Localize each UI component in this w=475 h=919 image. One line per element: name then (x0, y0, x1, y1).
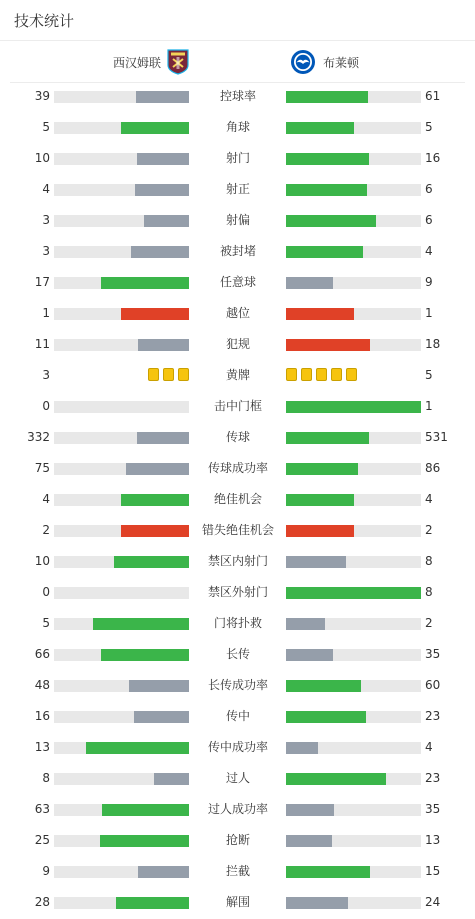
away-stat-bar-fill (286, 401, 421, 413)
home-stat-bar-fill (100, 835, 189, 847)
home-stat-value: 25 (34, 833, 50, 847)
away-stat-bar-fill (286, 773, 386, 785)
yellow-card-icon (286, 368, 297, 381)
yellow-card-icon (331, 368, 342, 381)
away-stat-value: 23 (425, 771, 441, 785)
away-stat-value: 8 (425, 585, 433, 599)
away-stat-bar (286, 587, 421, 599)
away-stat-value: 1 (425, 306, 433, 320)
away-team[interactable] (290, 41, 359, 83)
home-stat-bar (54, 215, 189, 227)
away-stat-value: 86 (425, 461, 441, 475)
away-stat-bar-fill (286, 246, 363, 258)
stat-label: 门将扑救 (213, 616, 262, 630)
away-stat-bar (286, 246, 421, 258)
home-stat-value: 332 (27, 430, 50, 444)
away-stat-bar (286, 277, 421, 289)
home-stat-bar-fill (116, 897, 189, 909)
stat-label: 长传 (225, 647, 250, 661)
home-stat-bar (54, 401, 189, 413)
home-stat-value: 9 (42, 864, 50, 878)
west-ham-crest-icon (165, 49, 191, 75)
away-stat-bar (286, 618, 421, 630)
stat-row (0, 298, 475, 329)
away-stat-bar (286, 122, 421, 134)
stat-label: 禁区外射门 (207, 585, 268, 599)
home-stat-bar (54, 556, 189, 568)
stat-label: 传中成功率 (207, 740, 268, 754)
away-stat-value: 15 (425, 864, 441, 878)
home-stat-bar-fill (86, 742, 189, 754)
home-stat-bar (54, 587, 189, 599)
away-stat-bar-fill (286, 463, 358, 475)
away-stat-bar-fill (286, 680, 361, 692)
yellow-card-icon (301, 368, 312, 381)
away-stat-bar-fill (286, 308, 354, 320)
home-stat-value: 4 (42, 182, 50, 196)
away-stat-bar-fill (286, 866, 370, 878)
away-stat-value: 2 (425, 523, 433, 537)
stat-row (0, 794, 475, 825)
home-stat-bar-fill (121, 494, 189, 506)
stat-label: 传球成功率 (207, 461, 268, 475)
away-team-name: 布莱顿 (323, 55, 360, 70)
brighton-crest-icon (290, 49, 316, 75)
home-stat-bar (54, 494, 189, 506)
stat-row (0, 329, 475, 360)
away-stat-bar (286, 494, 421, 506)
away-stat-bar (286, 432, 421, 444)
stat-row (0, 856, 475, 887)
home-stat-bar (54, 308, 189, 320)
away-stat-value: 5 (425, 120, 433, 134)
stat-label: 过人 (225, 771, 250, 785)
stat-label: 射门 (225, 151, 250, 165)
away-stat-value: 24 (425, 895, 441, 909)
home-stat-bar-fill (138, 866, 189, 878)
stat-row (0, 639, 475, 670)
away-stat-value: 6 (425, 213, 433, 227)
home-stat-bar (54, 897, 189, 909)
away-stat-value: 18 (425, 337, 441, 351)
home-stat-bar (54, 184, 189, 196)
away-stat-bar-fill (286, 432, 369, 444)
home-stat-value: 1 (42, 306, 50, 320)
stat-label: 黄牌 (225, 368, 250, 382)
home-stat-bar (54, 711, 189, 723)
home-stat-bar (54, 463, 189, 475)
home-stat-bar-fill (126, 463, 189, 475)
away-stat-value: 5 (425, 368, 433, 382)
away-stat-bar (286, 401, 421, 413)
home-team-name: 西汉姆联 (112, 55, 161, 70)
home-stat-bar-fill (134, 711, 189, 723)
home-stat-bar-fill (101, 649, 189, 661)
away-stat-value: 35 (425, 647, 441, 661)
away-stat-bar-fill (286, 587, 421, 599)
away-stat-value: 61 (425, 89, 441, 103)
home-stat-bar-fill (137, 432, 189, 444)
home-stat-bar (54, 804, 189, 816)
home-stat-bar-fill (102, 804, 189, 816)
home-stat-value: 3 (42, 368, 50, 382)
away-stat-bar (286, 91, 421, 103)
home-stat-bar (54, 835, 189, 847)
home-stat-bar (54, 618, 189, 630)
away-stat-bar-fill (286, 153, 369, 165)
away-stat-bar (286, 773, 421, 785)
stat-label: 任意球 (219, 275, 256, 289)
stat-row (0, 546, 475, 577)
away-stat-value: 9 (425, 275, 433, 289)
yellow-card-icon (148, 368, 159, 381)
home-stat-value: 3 (42, 213, 50, 227)
away-stat-bar-fill (286, 618, 325, 630)
stat-row (0, 701, 475, 732)
away-stat-bar (286, 153, 421, 165)
stat-label: 绝佳机会 (213, 492, 262, 506)
home-stat-bar-fill (136, 91, 189, 103)
home-stat-bar-fill (138, 339, 189, 351)
away-stat-bar-fill (286, 184, 367, 196)
away-stat-bar-fill (286, 835, 332, 847)
home-stat-bar-fill (121, 525, 189, 537)
away-stat-value: 13 (425, 833, 441, 847)
home-stat-bar-fill (154, 773, 189, 785)
away-stat-bar-fill (286, 339, 370, 351)
away-stat-value: 531 (425, 430, 448, 444)
home-stat-bar (54, 742, 189, 754)
away-stat-bar (286, 339, 421, 351)
away-stat-bar (286, 835, 421, 847)
away-stat-value: 2 (425, 616, 433, 630)
stat-label: 过人成功率 (207, 802, 268, 816)
away-stat-bar-fill (286, 556, 346, 568)
stat-row (0, 143, 475, 174)
away-stat-bar (286, 897, 421, 909)
home-stat-value: 3 (42, 244, 50, 258)
stat-row (0, 267, 475, 298)
home-stat-bar-fill (131, 246, 189, 258)
home-stat-bar (54, 866, 189, 878)
stat-label: 射正 (225, 182, 250, 196)
away-stat-bar (286, 680, 421, 692)
home-stat-bar (54, 122, 189, 134)
away-stat-bar-fill (286, 91, 368, 103)
stat-row (0, 81, 475, 112)
stat-label: 角球 (225, 120, 250, 134)
away-stat-value: 6 (425, 182, 433, 196)
home-stat-value: 66 (34, 647, 50, 661)
home-stat-value: 0 (42, 399, 50, 413)
stat-label: 被封堵 (219, 244, 256, 258)
away-stat-bar-fill (286, 804, 334, 816)
away-stat-bar (286, 184, 421, 196)
away-stat-bar (286, 742, 421, 754)
away-stat-bar-fill (286, 897, 348, 909)
home-stat-value: 16 (34, 709, 50, 723)
stat-label: 拦截 (225, 864, 250, 878)
home-stat-bar-fill (144, 215, 189, 227)
away-stat-bar (286, 556, 421, 568)
stat-row (0, 236, 475, 267)
teams-header (10, 41, 465, 83)
stat-row (0, 763, 475, 794)
away-stat-value: 4 (425, 740, 433, 754)
away-stat-bar-fill (286, 122, 354, 134)
away-stat-bar-fill (286, 215, 376, 227)
home-stat-value: 10 (34, 151, 50, 165)
stat-label: 传球 (225, 430, 250, 444)
home-stat-bar (54, 525, 189, 537)
stat-label: 禁区内射门 (207, 554, 268, 568)
home-stat-bar-fill (137, 153, 189, 165)
home-stat-bar-fill (114, 556, 189, 568)
away-stat-bar-fill (286, 525, 354, 537)
home-stat-value: 8 (42, 771, 50, 785)
away-stat-value: 23 (425, 709, 441, 723)
away-stat-bar (286, 804, 421, 816)
home-team[interactable] (113, 41, 191, 83)
home-stat-bar (54, 773, 189, 785)
home-stat-bar (54, 680, 189, 692)
away-stat-value: 1 (425, 399, 433, 413)
title-bar (0, 0, 475, 41)
home-stat-value: 17 (34, 275, 50, 289)
stat-row (0, 608, 475, 639)
stat-label: 击中门框 (213, 399, 262, 413)
away-stat-value: 4 (425, 244, 433, 258)
yellow-card-icon (316, 368, 327, 381)
stat-label: 越位 (225, 306, 250, 320)
away-stat-value: 4 (425, 492, 433, 506)
home-stat-bar (54, 339, 189, 351)
home-stat-value: 10 (34, 554, 50, 568)
away-stat-bar-fill (286, 277, 333, 289)
away-stat-bar (286, 866, 421, 878)
home-stat-value: 11 (34, 337, 50, 351)
away-stat-bar (286, 215, 421, 227)
home-yellow-cards (148, 368, 189, 382)
away-stat-bar-fill (286, 494, 354, 506)
home-stat-value: 5 (42, 616, 50, 630)
away-stat-bar-fill (286, 711, 366, 723)
home-stat-value: 2 (42, 523, 50, 537)
stat-row (0, 422, 475, 453)
home-stat-value: 0 (42, 585, 50, 599)
home-stat-bar-fill (121, 122, 189, 134)
home-stat-bar-fill (135, 184, 189, 196)
stat-row (0, 515, 475, 546)
page-title: 技术统计 (14, 12, 75, 30)
away-stat-bar (286, 649, 421, 661)
stat-row (0, 205, 475, 236)
away-stat-value: 60 (425, 678, 441, 692)
home-stat-bar (54, 91, 189, 103)
home-stat-value: 28 (34, 895, 50, 909)
home-stat-value: 75 (34, 461, 50, 475)
home-stat-value: 48 (34, 678, 50, 692)
stat-label: 传中 (225, 709, 250, 723)
stat-row (0, 112, 475, 143)
yellow-card-icon (346, 368, 357, 381)
stat-label: 犯规 (225, 337, 250, 351)
stat-label: 解围 (225, 895, 250, 909)
home-stat-bar-fill (121, 308, 189, 320)
stat-label: 错失绝佳机会 (201, 523, 274, 537)
home-stat-value: 39 (34, 89, 50, 103)
away-stat-bar (286, 308, 421, 320)
home-stat-value: 63 (34, 802, 50, 816)
home-stat-bar (54, 432, 189, 444)
yellow-card-icon (163, 368, 174, 381)
home-stat-bar-fill (93, 618, 189, 630)
home-stat-bar (54, 277, 189, 289)
home-stat-bar (54, 153, 189, 165)
stat-row (0, 887, 475, 918)
stat-row (0, 732, 475, 763)
stat-label: 射偏 (225, 213, 250, 227)
stat-row (0, 825, 475, 856)
stat-row (0, 577, 475, 608)
away-stat-value: 35 (425, 802, 441, 816)
stat-label: 长传成功率 (207, 678, 268, 692)
away-stat-bar (286, 711, 421, 723)
home-stat-value: 13 (34, 740, 50, 754)
stat-row (0, 453, 475, 484)
away-stat-value: 8 (425, 554, 433, 568)
home-stat-value: 4 (42, 492, 50, 506)
yellow-card-icon (178, 368, 189, 381)
home-stat-bar-fill (101, 277, 189, 289)
away-stat-value: 16 (425, 151, 441, 165)
away-yellow-cards (286, 368, 357, 382)
stat-label: 控球率 (219, 89, 256, 103)
stat-row (0, 391, 475, 422)
stats-list (0, 81, 475, 918)
home-stat-value: 5 (42, 120, 50, 134)
home-stat-bar (54, 649, 189, 661)
away-stat-bar-fill (286, 649, 333, 661)
stat-row (0, 174, 475, 205)
stat-row (0, 484, 475, 515)
away-stat-bar-fill (286, 742, 318, 754)
away-stat-bar (286, 463, 421, 475)
away-stat-bar (286, 525, 421, 537)
stat-row (0, 360, 475, 391)
stat-label: 抢断 (225, 833, 250, 847)
home-stat-bar-fill (129, 680, 189, 692)
stat-row (0, 670, 475, 701)
home-stat-bar (54, 246, 189, 258)
